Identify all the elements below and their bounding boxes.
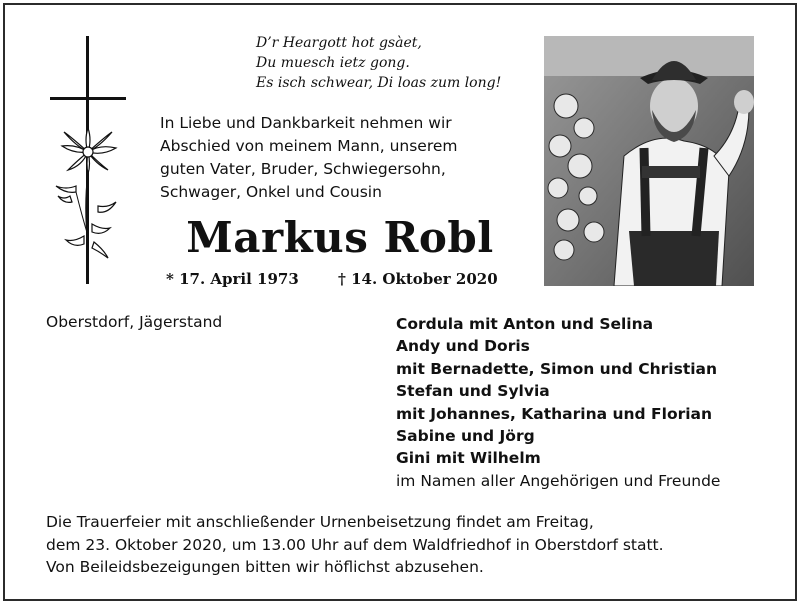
cross-with-edelweiss-icon bbox=[46, 36, 130, 286]
notice-line: Die Trauerfeier mit anschließender Urnenbeisetzung findet am Freitag, bbox=[46, 513, 594, 531]
family-list bbox=[396, 313, 720, 492]
family-line: Gini mit Wilhelm bbox=[396, 449, 541, 468]
poem bbox=[256, 33, 501, 93]
place-text: Oberstdorf, Jägerstand bbox=[46, 313, 223, 331]
family-line: Stefan und Sylvia bbox=[396, 382, 550, 401]
intro-line: Abschied von meinem Mann, unserem bbox=[160, 137, 458, 155]
poem-line: D’r Heargott hot gsàet, bbox=[256, 35, 422, 51]
life-dates bbox=[160, 270, 520, 292]
intro-line: Schwager, Onkel und Cousin bbox=[160, 183, 382, 201]
birth-date: * 17. April 1973 bbox=[166, 270, 299, 288]
deceased-name: Markus Robl bbox=[186, 213, 494, 262]
poem-line: Es isch schwear, Di loas zum long! bbox=[256, 75, 502, 91]
family-line: Andy und Doris bbox=[396, 337, 530, 356]
intro-line: guten Vater, Bruder, Schwiegersohn, bbox=[160, 160, 446, 178]
family-line: mit Bernadette, Simon und Christian bbox=[396, 359, 718, 378]
notice-line: dem 23. Oktober 2020, um 13.00 Uhr auf dem Waldfriedhof in Oberstdorf statt. bbox=[46, 535, 664, 554]
ceremony-notice bbox=[46, 511, 664, 579]
poem-line: Du muesch ietz gong. bbox=[256, 55, 410, 71]
family-line: Cordula mit Anton und Selina bbox=[396, 315, 654, 333]
death-date: † 14. Oktober 2020 bbox=[338, 270, 498, 288]
portrait-photo bbox=[544, 36, 754, 286]
family-line: mit Johannes, Katharina und Florian bbox=[396, 404, 713, 423]
intro-line: In Liebe und Dankbarkeit nehmen wir bbox=[160, 114, 452, 132]
intro-text bbox=[160, 112, 458, 204]
notice-line: Von Beileidsbezeigungen bitten wir höflichst abzusehen. bbox=[46, 558, 484, 576]
family-line: Sabine und Jörg bbox=[396, 426, 535, 445]
family-closing: im Namen aller Angehörigen und Freunde bbox=[396, 471, 721, 490]
